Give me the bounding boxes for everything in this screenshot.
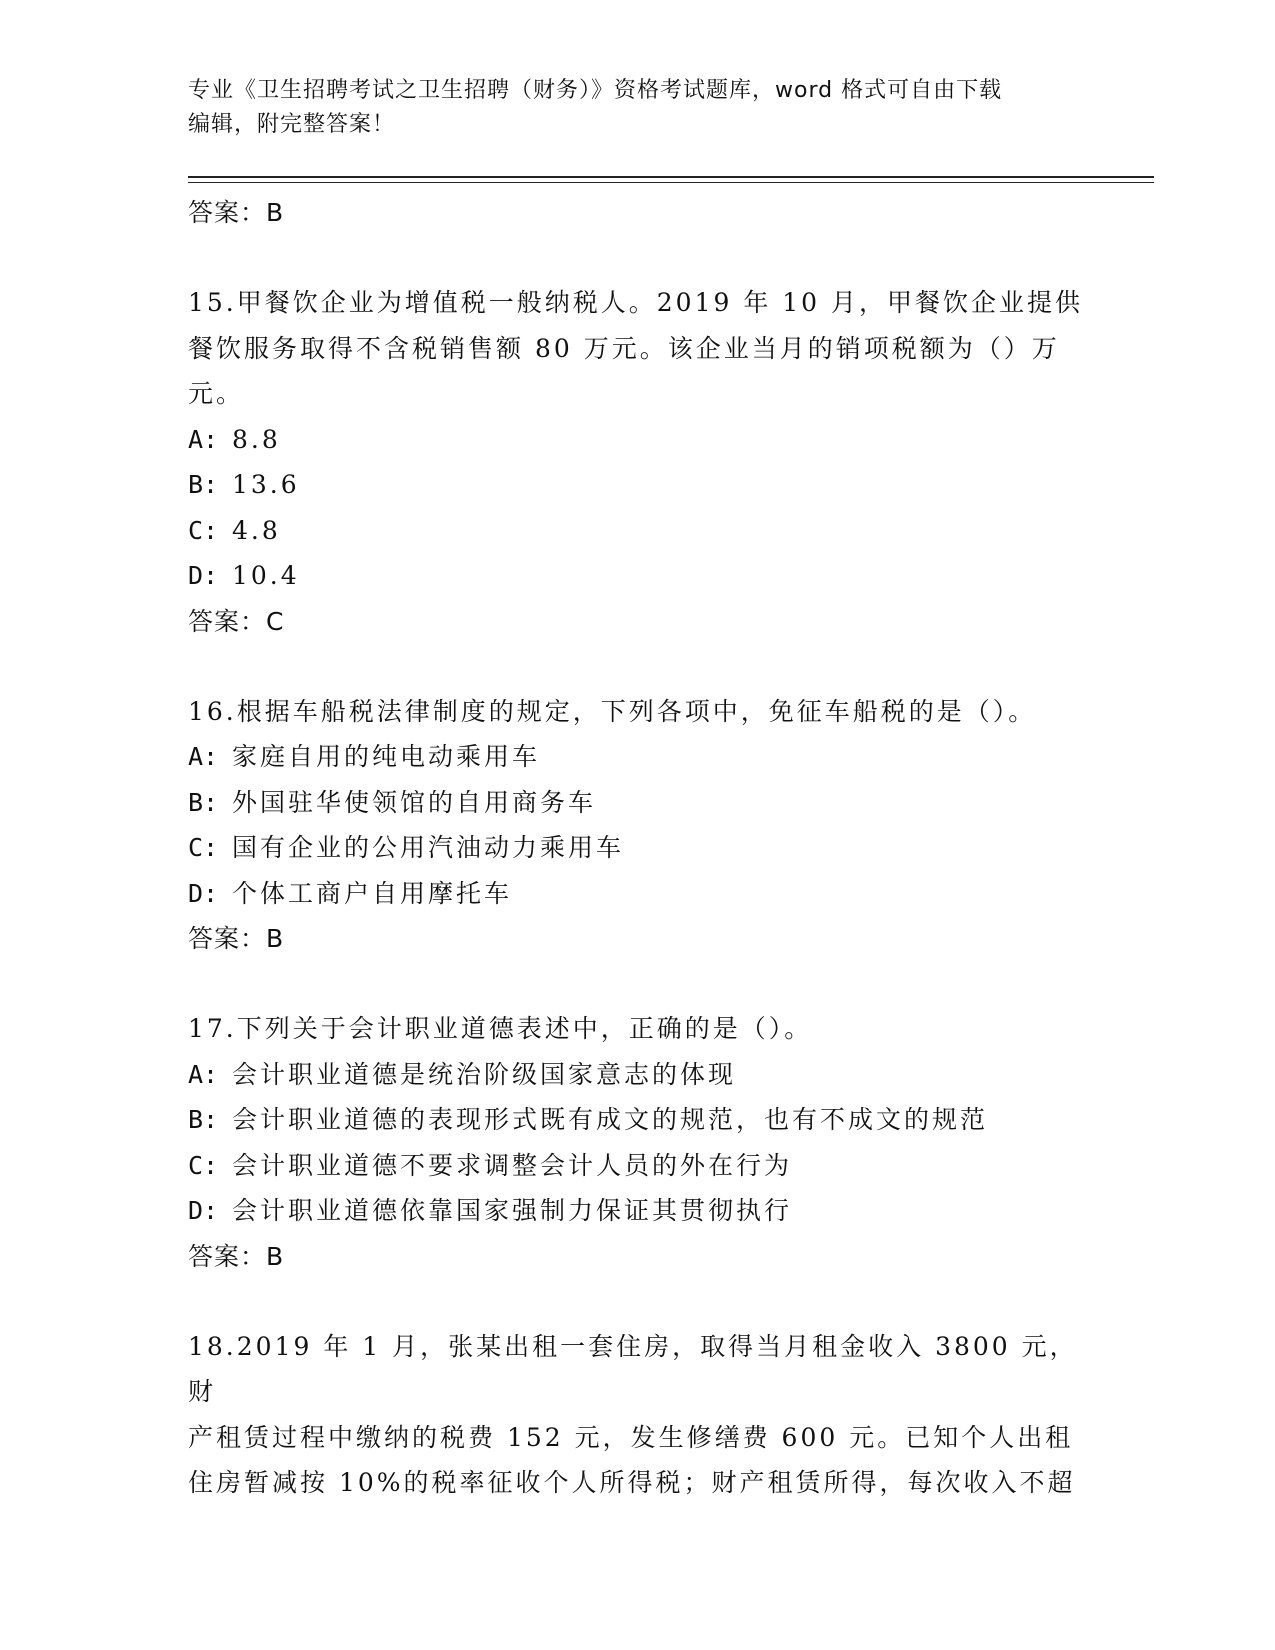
option-key: C: xyxy=(188,515,219,545)
option-text: 会计职业道德的表现形式既有成文的规范，也有不成文的规范 xyxy=(232,1105,989,1134)
option-text: 国有企业的公用汽油动力乘用车 xyxy=(232,833,625,862)
option-key: C: xyxy=(188,1150,219,1180)
question-list xyxy=(188,190,1088,1506)
option-key: B: xyxy=(188,470,219,499)
option-a xyxy=(188,1052,1088,1098)
option-text: 家庭自用的纯电动乘用车 xyxy=(232,742,541,771)
question-stem xyxy=(188,280,1088,417)
stem-line: 元。 xyxy=(188,379,245,408)
option-a xyxy=(188,417,1088,463)
option-d xyxy=(188,1188,1088,1234)
option-key: D: xyxy=(188,1196,219,1225)
option-c xyxy=(188,508,1088,554)
question-17 xyxy=(188,1006,1088,1280)
option-c xyxy=(188,825,1088,871)
answer-line: 答案：B xyxy=(188,1241,285,1271)
option-text: 外国驻华使领馆的自用商务车 xyxy=(232,787,597,817)
option-text: 会计职业道德依靠国家强制力保证其贯彻执行 xyxy=(232,1196,793,1225)
question-stem xyxy=(188,1006,1088,1052)
question-15 xyxy=(188,280,1088,645)
option-text: 4.8 xyxy=(232,515,281,545)
stem-line: 产租赁过程中缴纳的税费 152 元，发生修缮费 600 元。已知个人出租 xyxy=(188,1422,1074,1452)
option-text: 个体工商户自用摩托车 xyxy=(232,878,513,908)
option-key: A: xyxy=(188,424,219,454)
stem-line: 18.2019 年 1 月，张某出租一套住房，取得当月租金收入 3800 元，财 xyxy=(188,1331,1078,1406)
header-divider-thick xyxy=(188,176,1154,178)
option-b xyxy=(188,462,1088,508)
header-divider-thin xyxy=(188,182,1154,183)
option-text: 13.6 xyxy=(232,470,300,499)
stem-line: 餐饮服务取得不含税销售额 80 万元。该企业当月的销项税额为（）万 xyxy=(188,333,1060,363)
option-key: A: xyxy=(188,742,219,771)
header-line-1: 专业《卫生招聘考试之卫生招聘（财务）》资格考试题库，word 格式可自由下载 xyxy=(188,78,1003,103)
option-text: 会计职业道德是统治阶级国家意志的体现 xyxy=(232,1059,737,1089)
document-header xyxy=(188,74,1068,142)
answer-line: 答案：B xyxy=(188,924,285,953)
option-key: C: xyxy=(188,833,219,862)
option-b xyxy=(188,1097,1088,1143)
option-a xyxy=(188,734,1088,780)
stem-line: 17.下列关于会计职业道德表述中，正确的是（）。 xyxy=(188,1014,813,1043)
option-text: 8.8 xyxy=(232,424,281,454)
option-d xyxy=(188,871,1088,917)
option-key: B: xyxy=(188,787,219,817)
option-b xyxy=(188,780,1088,826)
stem-line: 住房暂减按 10%的税率征收个人所得税；财产租赁所得，每次收入不超 xyxy=(188,1468,1076,1497)
option-c xyxy=(188,1143,1088,1189)
option-key: B: xyxy=(188,1105,219,1134)
stem-line: 16.根据车船税法律制度的规定，下列各项中，免征车船税的是（）。 xyxy=(188,696,1037,726)
option-text: 会计职业道德不要求调整会计人员的外在行为 xyxy=(232,1150,793,1180)
header-line-2: 编辑，附完整答案！ xyxy=(188,112,396,137)
option-d xyxy=(188,553,1088,599)
option-key: A: xyxy=(188,1059,219,1089)
question-stem xyxy=(188,689,1088,735)
answer-line: 答案：C xyxy=(188,606,285,636)
previous-answer: 答案：B xyxy=(188,198,285,227)
question-stem xyxy=(188,1324,1088,1506)
question-16 xyxy=(188,689,1088,963)
option-key: D: xyxy=(188,561,219,590)
stem-line: 15.甲餐饮企业为增值税一般纳税人。2019 年 10 月，甲餐饮企业提供 xyxy=(188,288,1084,317)
option-key: D: xyxy=(188,878,219,908)
option-text: 10.4 xyxy=(232,561,300,590)
question-18 xyxy=(188,1324,1088,1506)
